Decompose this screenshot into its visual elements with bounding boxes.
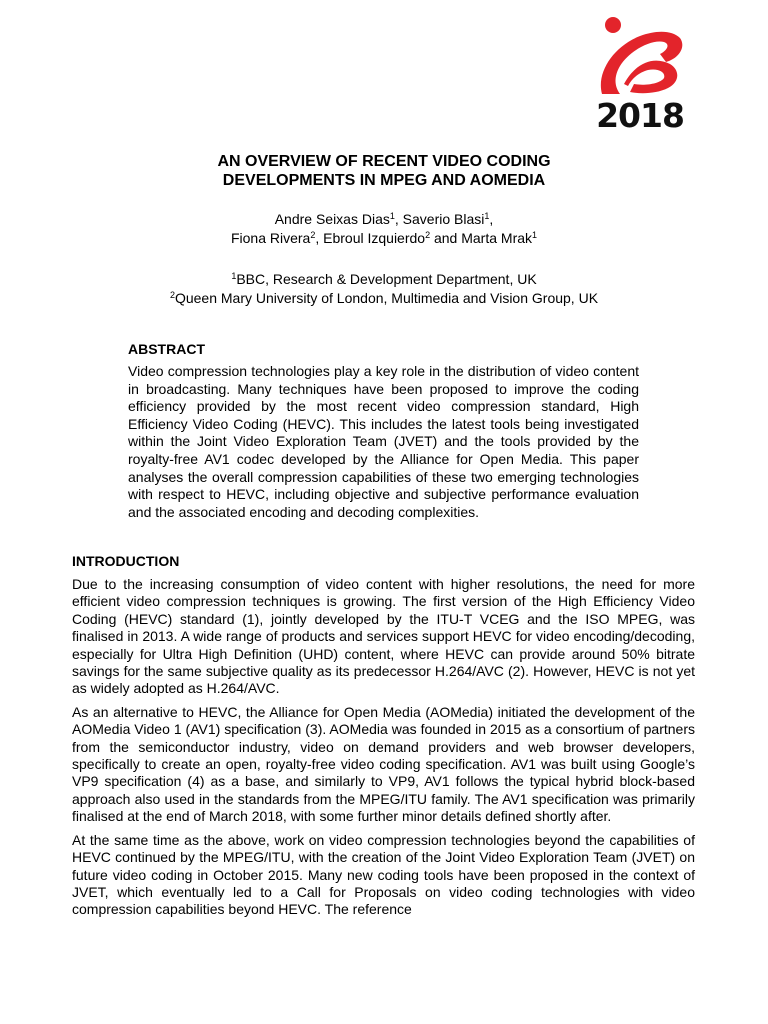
- author-affil-marker: 1: [484, 211, 490, 221]
- affil-marker: 1: [231, 271, 237, 281]
- logo-dot: [605, 17, 621, 33]
- introduction-heading: INTRODUCTION: [72, 553, 180, 569]
- affiliation-2: [0, 289, 768, 308]
- author-name: Fiona Rivera: [230, 230, 311, 246]
- author-name: , Saverio Blasi: [394, 211, 485, 227]
- paragraph-3: At the same time as the above, work on video compression technologies beyond the capabilities of HEVC continued by the MPEG/ITU, with the creation of the Joint Video Exploration Team (JVET) on future video coding in October 2015. Many new coding tools have been proposed in the context of JVET, which eventually led to a Call for Proposals on video coding technologies with video compression capabilities beyond HEVC. The reference: [72, 831, 695, 918]
- author-affil-marker: 2: [310, 230, 316, 240]
- author-affil-marker: 2: [425, 230, 431, 240]
- ibc-logo: [594, 12, 686, 134]
- affil-text: BBC, Research & Development Department, UK: [236, 271, 537, 287]
- author-affil-marker: 1: [389, 211, 395, 221]
- affil-text: Queen Mary University of London, Multimedia and Vision Group, UK: [174, 290, 599, 306]
- author-line-2: [0, 229, 768, 248]
- author-separator: ,: [489, 211, 494, 227]
- introduction-body: [72, 576, 695, 925]
- paragraph-1: Due to the increasing consumption of video content with higher resolutions, the need for more efficient video compression techniques is growing. The first version of the High Efficiency Video Coding (HEVC) standard (1), jointly developed by the ITU-T VCEG and the ISO MPEG, was finalised in 2013. A wide range of products and services support HEVC for video encoding/decoding, especially for Ultra High Definition (UHD) content, where HEVC can provide around 50% bitrate savings for the same subjective quality as its predecessor H.264/AVC (2). However, HEVC is not yet as widely adopted as H.264/AVC.: [72, 576, 695, 697]
- title-line-1: AN OVERVIEW OF RECENT VIDEO CODING: [217, 153, 551, 170]
- paper-title: [0, 152, 768, 190]
- author-affil-marker: 1: [532, 230, 538, 240]
- affiliation-list: [0, 270, 768, 308]
- author-name: and Marta Mrak: [430, 230, 533, 246]
- ibc-logo-mark: [594, 12, 686, 98]
- affil-marker: 2: [169, 290, 175, 300]
- author-name: Andre Seixas Dias: [274, 211, 390, 227]
- abstract-heading: ABSTRACT: [128, 341, 205, 357]
- title-line-2: DEVELOPMENTS IN MPEG AND AOMEDIA: [222, 172, 546, 189]
- author-name: , Ebroul Izquierdo: [315, 230, 426, 246]
- author-list: [0, 210, 768, 248]
- affiliation-1: [0, 270, 768, 289]
- author-line-1: [0, 210, 768, 229]
- logo-swoosh-bottom: [624, 61, 677, 94]
- paragraph-2: As an alternative to HEVC, the Alliance for Open Media (AOMedia) initiated the development of the AOMedia Video 1 (AV1) specification (3). AOMedia was founded in 2015 as a consortium of partners from the semiconductor industry, video on demand providers and web browser developers, specifically to create an open, royalty-free video coding specification. AV1 was built using Google’s VP9 specification (4) as a base, and similarly to VP9, AV1 follows the typical hybrid block-based approach also used in the standards from the MPEG/ITU family. The AV1 specification was primarily finalised at the end of March 2018, with some further minor details defined shortly after.: [72, 703, 695, 825]
- abstract-text: Video compression technologies play a key role in the distribution of video content in broadcasting. Many techniques have been proposed to improve the coding efficiency provided by the most recent video compression standard, High Efficiency Video Coding (HEVC). This includes the latest tools being investigated within the Joint Video Exploration Team (JVET) and the tools provided by the royalty-free AV1 codec developed by the Alliance for Open Media. This paper analyses the overall compression capabilities of these two emerging technologies with respect to HEVC, including objective and subjective performance evaluation and the associated encoding and decoding complexities.: [128, 363, 639, 520]
- logo-year: 2018: [596, 96, 684, 135]
